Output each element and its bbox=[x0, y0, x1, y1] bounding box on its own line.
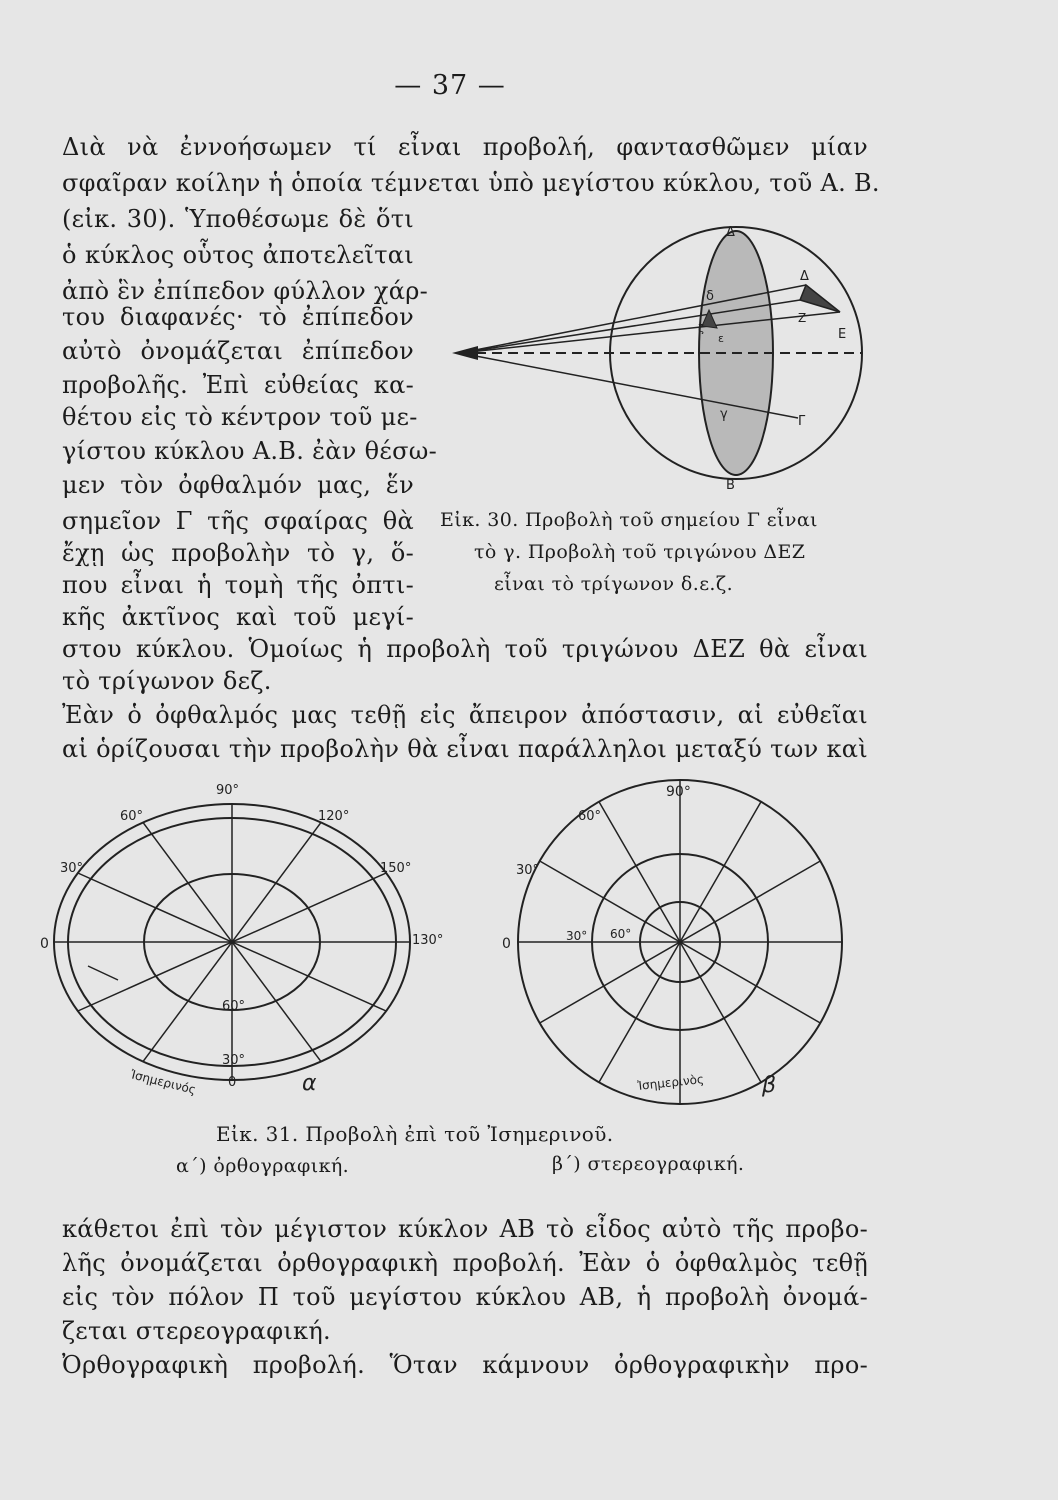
eye-icon bbox=[452, 346, 478, 360]
figure-30-caption-line: εἶναι τὸ τρίγωνον δ.ε.ζ. bbox=[494, 573, 734, 595]
text-line: ὁ κύκλος οὗτος ἀποτελεῖται bbox=[62, 241, 414, 269]
label-gamma-lower: γ bbox=[720, 407, 728, 422]
text-line: (εἰκ. 30). Ὑποθέσωμε δὲ ὅτι bbox=[62, 205, 414, 233]
label-60: 60° bbox=[578, 809, 602, 824]
text-line: στου κύκλου. Ὁμοίως ἡ προβολὴ τοῦ τριγώνου ΔΕΖ θὰ εἶναι bbox=[62, 635, 868, 663]
equator-label: Ἰσημερινὸς bbox=[636, 1072, 705, 1093]
label-delta-top: Δ bbox=[726, 225, 735, 240]
meridian-lines bbox=[54, 804, 410, 1080]
text-line: αὐτὸ ὀνομάζεται ἐπίπεδον bbox=[62, 337, 414, 365]
text-line: κῆς ἀκτῖνος καὶ τοῦ μεγί- bbox=[62, 603, 414, 631]
figure-30-caption-line: Εἰκ. 30. Προβολὴ τοῦ σημείου Γ εἶναι bbox=[440, 509, 818, 531]
figure-31-stereographic-diagram bbox=[496, 780, 876, 1110]
label-90: 90° bbox=[666, 784, 691, 800]
label-60-inner: 60° bbox=[610, 927, 632, 941]
text-line: ἀπὸ ἓν ἐπίπεδον φύλλον χάρ- bbox=[62, 277, 429, 305]
text-line: λῆς ὀνομάζεται ὀρθογραφικὴ προβολή. Ἐὰν ὁ ὀφθαλμὸς τεθῇ bbox=[62, 1249, 868, 1277]
figure-30-sphere-diagram bbox=[430, 222, 870, 492]
label-0: 0 bbox=[502, 936, 511, 952]
label-30: 30° bbox=[516, 863, 540, 878]
label-120: 120° bbox=[318, 809, 350, 824]
label-z-upper: Ζ bbox=[798, 311, 807, 325]
label-b-bottom: Β bbox=[726, 478, 735, 493]
text-line: μεν τὸν ὀφθαλμόν μας, ἕν bbox=[62, 471, 414, 499]
figure-31-caption-b: β΄) στερεογραφική. bbox=[552, 1153, 745, 1175]
text-line: ζεται στερεογραφική. bbox=[62, 1317, 331, 1345]
equator-label: Ἰσημερινός bbox=[129, 1067, 198, 1098]
label-60-inner: 60° bbox=[222, 999, 246, 1014]
text-line: σφαῖραν κοίλην ἡ ὁποία τέμνεται ὑπὸ μεγίστου κύκλου, τοῦ Α. Β. bbox=[62, 169, 880, 197]
label-gamma-upper: Γ bbox=[798, 414, 806, 429]
label-e-lower: ε bbox=[718, 332, 724, 345]
optical-ray bbox=[460, 312, 840, 353]
label-delta-upper: Δ bbox=[800, 269, 809, 284]
triangle-dez bbox=[800, 285, 840, 312]
text-line: σημεῖον Γ τῆς σφαίρας θὰ bbox=[62, 507, 414, 535]
equator-arc bbox=[88, 966, 118, 980]
figure-31-caption-a: α΄) ὀρθογραφική. bbox=[176, 1155, 350, 1177]
text-line: ἔχῃ ὡς προβολὴν τὸ γ, ὅ- bbox=[62, 539, 414, 567]
text-line: Ἐὰν ὁ ὀφθαλμός μας τεθῇ εἰς ἄπειρον ἀπόστασιν, αἱ εὐθεῖαι bbox=[62, 701, 868, 729]
label-30: 30° bbox=[60, 861, 84, 876]
text-line: Ὀρθογραφικὴ προβολή. Ὅταν κάμνουν ὀρθογραφικὴν προ- bbox=[62, 1351, 868, 1379]
label-0-left: 0 bbox=[40, 936, 49, 952]
text-line: θέτου εἰς τὸ κέντρον τοῦ με- bbox=[62, 403, 418, 431]
text-line: εἰς τὸν πόλον Π τοῦ μεγίστου κύκλου ΑΒ, ἡ προβολὴ ὀνομά- bbox=[62, 1283, 868, 1311]
label-30-inner: 30° bbox=[566, 929, 588, 943]
label-delta-lower: δ bbox=[706, 289, 714, 304]
label-30-inner: 30° bbox=[222, 1053, 246, 1068]
text-line: γίστου κύκλου Α.Β. ἐὰν θέσω- bbox=[62, 437, 438, 465]
label-e-upper: Ε bbox=[838, 327, 847, 342]
text-line: αἱ ὁρίζουσαι τὴν προβολὴν θὰ εἶναι παράλληλοι μεταξύ των καὶ bbox=[62, 735, 868, 763]
label-60: 60° bbox=[120, 809, 144, 824]
label-0-bottom: 0 bbox=[228, 1075, 237, 1090]
text-line: κάθετοι ἐπὶ τὸν μέγιστον κύκλον ΑΒ τὸ εἶδος αὐτὸ τῆς προβο- bbox=[62, 1215, 868, 1243]
figure-letter-b: β bbox=[762, 1073, 777, 1098]
text-line: τὸ τρίγωνον δεζ. bbox=[62, 667, 272, 695]
text-line: Διὰ νὰ ἐννοήσωμεν τί εἶναι προβολή, φαντασθῶμεν μίαν bbox=[62, 133, 868, 161]
label-z-lower: ζ bbox=[698, 322, 704, 335]
figure-31-orthographic-diagram bbox=[40, 780, 444, 1110]
figure-30-caption-line: τὸ γ. Προβολὴ τοῦ τριγώνου ΔΕΖ bbox=[474, 541, 806, 563]
figure-letter-a: α bbox=[302, 1071, 317, 1096]
label-90: 90° bbox=[216, 783, 240, 798]
text-line: προβολῆς. Ἐπὶ εὐθείας κα- bbox=[62, 371, 414, 399]
text-line: που εἶναι ἡ τομὴ τῆς ὀπτι- bbox=[62, 571, 414, 599]
label-150: 150° bbox=[380, 861, 412, 876]
figure-31-caption-title: Εἰκ. 31. Προβολὴ ἐπὶ τοῦ Ἰσημερινοῦ. bbox=[216, 1122, 614, 1146]
text-line: του διαφανές· τὸ ἐπίπεδον bbox=[62, 303, 414, 331]
label-130: 130° bbox=[412, 933, 444, 948]
page-number: — 37 — bbox=[394, 70, 506, 101]
